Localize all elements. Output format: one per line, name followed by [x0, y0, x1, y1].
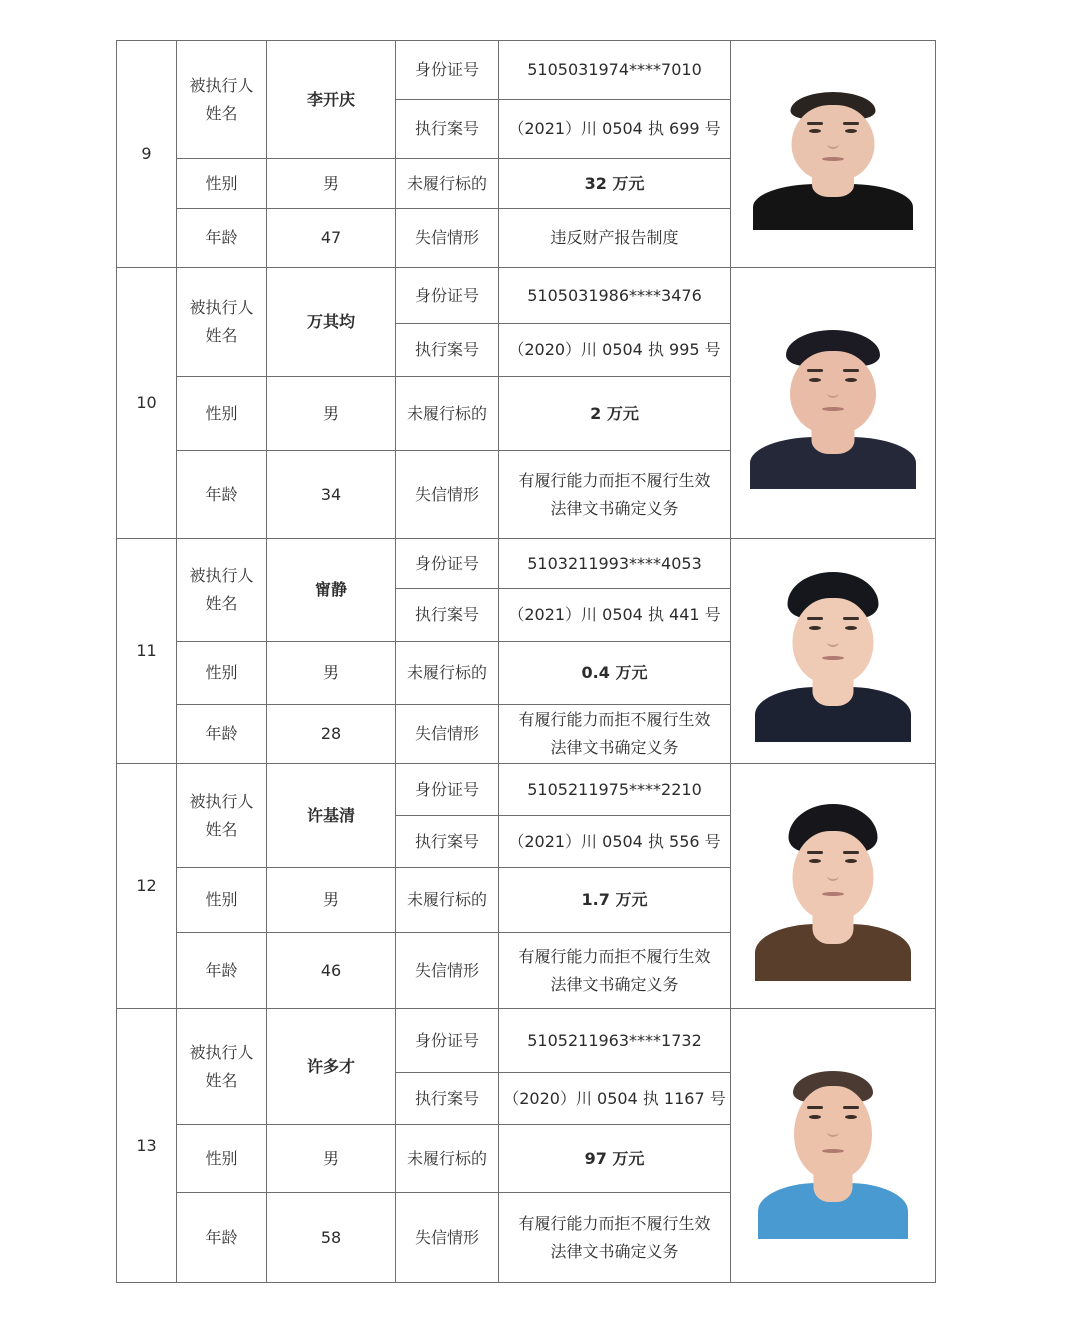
photo-nose: [827, 637, 839, 647]
label-unfulfilled-amount: 未履行标的: [396, 1125, 499, 1193]
id-number-value: [499, 764, 731, 816]
record-index: [117, 41, 177, 268]
age-text: 28: [320, 724, 342, 743]
label-defendant-name: [177, 268, 267, 377]
defendant-name: [267, 41, 396, 159]
portrait-cell: [731, 539, 936, 764]
record-index: [117, 1009, 177, 1283]
defendant-name: [267, 268, 396, 377]
id-number-text: 5105211963****1732: [527, 1030, 702, 1050]
case-number-value: [499, 1073, 731, 1125]
case-number-text: （2020）川 0504 执 1167 号: [503, 1088, 726, 1108]
record-row-1: [117, 764, 936, 816]
label-defendant-name: [177, 1009, 267, 1125]
label-defendant-name-line1: 被执行人: [189, 298, 254, 317]
label-dishonesty-circumstance: 失信情形: [396, 705, 499, 764]
label-id-number: 身份证号: [396, 1009, 499, 1073]
case-number-text: （2021）川 0504 执 441 号: [508, 605, 721, 624]
unfulfilled-amount-value: [499, 377, 731, 451]
case-number-value: [499, 816, 731, 868]
portrait-photo: [753, 78, 913, 230]
defendant-name: [267, 764, 396, 868]
age-value: [267, 705, 396, 764]
gender-text: 男: [322, 403, 339, 423]
unfulfilled-amount-value: [499, 642, 731, 705]
label-dishonesty-circumstance: 失信情形: [396, 933, 499, 1009]
label-defendant-name: [177, 764, 267, 868]
record-row-1: [117, 539, 936, 589]
age-value: [267, 933, 396, 1009]
dishonest-debtor-table: [116, 40, 936, 1283]
label-id-number: 身份证号: [396, 539, 499, 589]
photo-brow-right: [843, 1106, 859, 1109]
amount-text: 32 万元: [584, 173, 645, 193]
label-defendant-name-line2: 姓名: [205, 594, 238, 613]
label-gender: 性别: [177, 377, 267, 451]
amount-text: 1.7 万元: [581, 890, 648, 909]
amount-text: 2 万元: [590, 403, 639, 423]
index-text: 13: [136, 1135, 157, 1155]
portrait-cell: [731, 1009, 936, 1283]
age-value: [267, 451, 396, 539]
unfulfilled-amount-value: [499, 1125, 731, 1193]
photo-brow-left: [807, 617, 823, 620]
photo-mouth: [822, 157, 844, 161]
defendant-name: [267, 539, 396, 642]
label-case-number: 执行案号: [396, 324, 499, 377]
case-number-value: [499, 100, 731, 159]
record-index: [117, 268, 177, 539]
circumstance-line1-text: 有履行能力而拒不履行生效: [518, 946, 711, 966]
circumstance-line2-text: 法律文书确定义务: [550, 974, 679, 994]
label-defendant-name-line2: 姓名: [205, 1070, 238, 1090]
amount-text: 0.4 万元: [581, 663, 648, 682]
circumstance-line1-text: 有履行能力而拒不履行生效: [518, 710, 711, 729]
id-number-value: [499, 1009, 731, 1073]
gender-text: 男: [322, 663, 339, 682]
id-number-value: [499, 268, 731, 324]
gender-text: 男: [322, 1148, 339, 1168]
id-number-text: 5105211975****2210: [527, 779, 702, 799]
age-text: 34: [320, 484, 342, 504]
name-text: 万其均: [306, 312, 355, 331]
label-unfulfilled-amount: 未履行标的: [396, 159, 499, 209]
label-id-number: 身份证号: [396, 764, 499, 816]
label-unfulfilled-amount: 未履行标的: [396, 642, 499, 705]
circumstance-line1-text: 有履行能力而拒不履行生效: [518, 470, 711, 490]
record-index: [117, 764, 177, 1009]
unfulfilled-amount-value: [499, 868, 731, 933]
defendant-name: [267, 1009, 396, 1125]
age-text: 58: [320, 1227, 342, 1247]
label-defendant-name-line1: 被执行人: [189, 1042, 254, 1062]
label-age: 年龄: [177, 451, 267, 539]
photo-eye-right: [845, 626, 857, 630]
label-dishonesty-circumstance: 失信情形: [396, 1193, 499, 1283]
dishonesty-circumstance-value: [499, 705, 731, 764]
photo-mouth: [822, 1149, 844, 1153]
record-row-1: [117, 1009, 936, 1073]
age-text: 47: [320, 228, 342, 247]
photo-brow-right: [843, 122, 859, 125]
label-dishonesty-circumstance: 失信情形: [396, 451, 499, 539]
portrait-cell: [731, 764, 936, 1009]
age-value: [267, 209, 396, 268]
gender-value: [267, 1125, 396, 1193]
id-number-text: 5105031974****7010: [527, 60, 702, 79]
photo-eye-right: [845, 378, 857, 382]
photo-brow-left: [807, 369, 823, 372]
name-text: 李开庆: [306, 89, 355, 109]
id-number-text: 5103211993****4053: [527, 553, 702, 573]
photo-brow-left: [807, 851, 823, 854]
dishonesty-circumstance-value: [499, 933, 731, 1009]
age-value: [267, 1193, 396, 1283]
label-case-number: 执行案号: [396, 589, 499, 642]
photo-brow-right: [843, 617, 859, 620]
label-defendant-name: [177, 539, 267, 642]
photo-nose: [827, 871, 839, 881]
gender-value: [267, 159, 396, 209]
label-case-number: 执行案号: [396, 816, 499, 868]
photo-mouth: [822, 892, 844, 896]
label-unfulfilled-amount: 未履行标的: [396, 868, 499, 933]
case-number-text: （2021）川 0504 执 556 号: [508, 831, 721, 851]
label-defendant-name-line1: 被执行人: [189, 566, 254, 585]
circumstance-line1-text: 有履行能力而拒不履行生效: [518, 1213, 711, 1233]
dishonesty-circumstance-value: [499, 451, 731, 539]
index-text: 10: [136, 393, 157, 412]
label-gender: 性别: [177, 868, 267, 933]
label-defendant-name-line2: 姓名: [205, 326, 238, 345]
label-gender: 性别: [177, 1125, 267, 1193]
index-text: 11: [136, 641, 157, 660]
gender-text: 男: [322, 890, 339, 909]
name-text: 甯静: [314, 580, 347, 599]
unfulfilled-amount-value: [499, 159, 731, 209]
label-case-number: 执行案号: [396, 1073, 499, 1125]
portrait-photo: [755, 560, 911, 742]
index-text: 12: [136, 876, 157, 895]
photo-brow-right: [843, 851, 859, 854]
label-defendant-name-line1: 被执行人: [189, 75, 254, 95]
portrait-photo: [758, 1053, 908, 1239]
index-text: 9: [141, 144, 152, 163]
label-id-number: 身份证号: [396, 268, 499, 324]
label-age: 年龄: [177, 933, 267, 1009]
dishonesty-circumstance-value: [499, 209, 731, 268]
id-number-value: [499, 539, 731, 589]
case-number-value: [499, 589, 731, 642]
label-defendant-name-line1: 被执行人: [189, 791, 254, 811]
label-age: 年龄: [177, 705, 267, 764]
case-number-text: （2020）川 0504 执 995 号: [508, 340, 721, 359]
record-row-1: [117, 41, 936, 100]
case-number-value: [499, 324, 731, 377]
label-id-number: 身份证号: [396, 41, 499, 100]
label-defendant-name: [177, 41, 267, 159]
portrait-cell: [731, 41, 936, 268]
age-text: 46: [320, 960, 342, 980]
photo-eye-left: [809, 378, 821, 382]
photo-brow-left: [807, 1106, 823, 1109]
circumstance-line1-text: 违反财产报告制度: [550, 228, 679, 247]
record-index: [117, 539, 177, 764]
label-dishonesty-circumstance: 失信情形: [396, 209, 499, 268]
name-text: 许基清: [306, 805, 355, 825]
id-number-value: [499, 41, 731, 100]
record-row-1: [117, 268, 936, 324]
label-age: 年龄: [177, 209, 267, 268]
label-defendant-name-line2: 姓名: [205, 819, 238, 839]
photo-brow-left: [807, 122, 823, 125]
portrait-photo: [750, 317, 916, 489]
photo-brow-right: [843, 369, 859, 372]
label-age: 年龄: [177, 1193, 267, 1283]
circumstance-line2-text: 法律文书确定义务: [550, 498, 679, 518]
amount-text: 97 万元: [584, 1148, 645, 1168]
portrait-cell: [731, 268, 936, 539]
label-unfulfilled-amount: 未履行标的: [396, 377, 499, 451]
gender-value: [267, 868, 396, 933]
gender-value: [267, 377, 396, 451]
gender-text: 男: [322, 173, 339, 193]
portrait-photo: [755, 791, 911, 981]
circumstance-line2-text: 法律文书确定义务: [550, 1241, 679, 1261]
label-gender: 性别: [177, 159, 267, 209]
label-defendant-name-line2: 姓名: [205, 103, 238, 123]
label-case-number: 执行案号: [396, 100, 499, 159]
circumstance-line2-text: 法律文书确定义务: [550, 738, 679, 757]
id-number-text: 5105031986****3476: [527, 285, 702, 305]
label-gender: 性别: [177, 642, 267, 705]
dishonesty-circumstance-value: [499, 1193, 731, 1283]
gender-value: [267, 642, 396, 705]
photo-eye-left: [809, 626, 821, 630]
name-text: 许多才: [306, 1056, 355, 1076]
case-number-text: （2021）川 0504 执 699 号: [508, 119, 721, 138]
